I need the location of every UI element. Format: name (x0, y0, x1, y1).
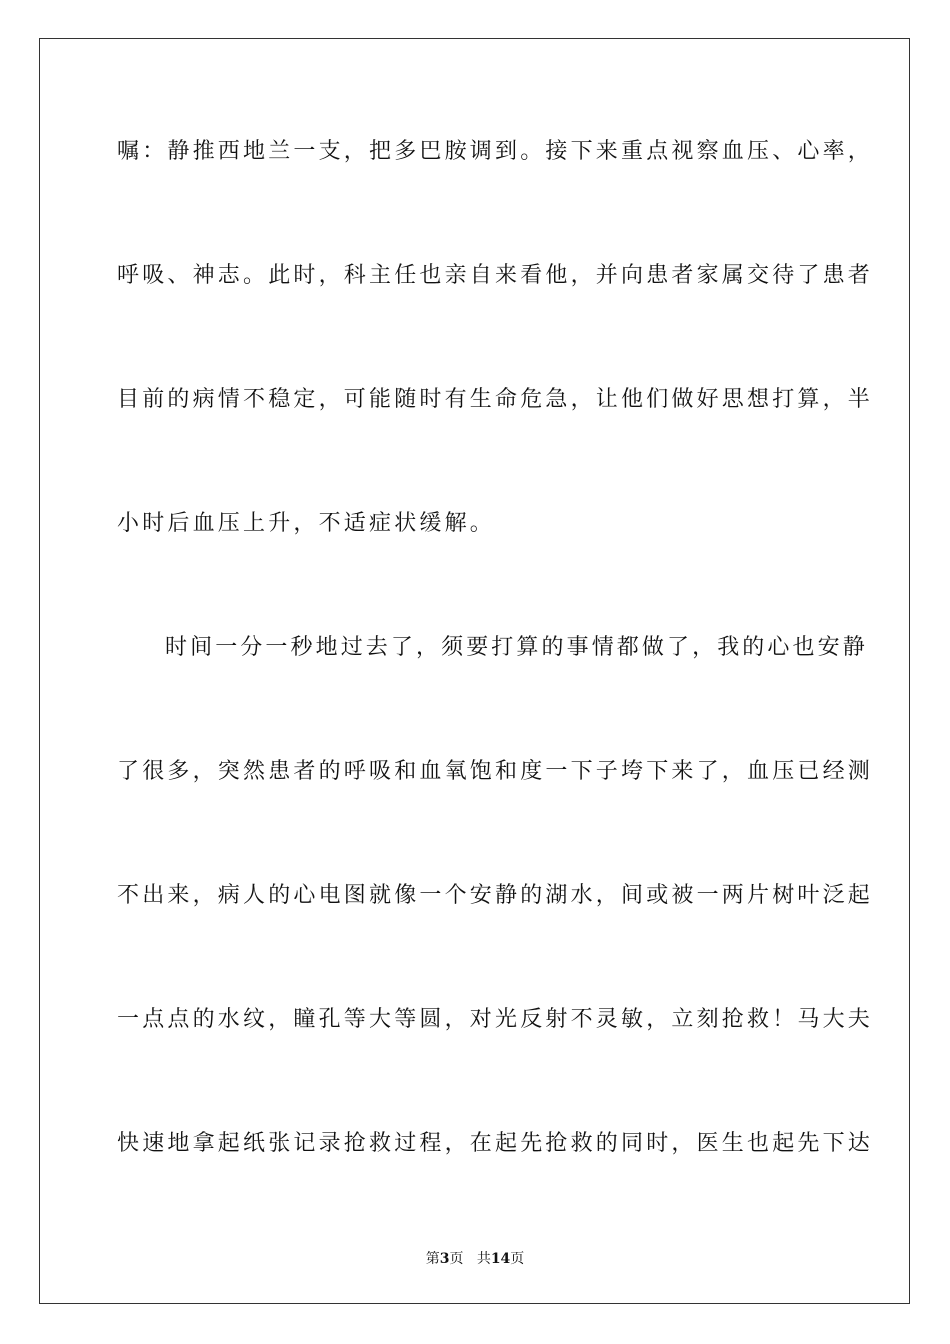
text-line: 嘱：静推西地兰一支，把多巴胺调到。接下来重点视察血压、心率， (117, 139, 874, 164)
page-suffix: 页 (449, 1251, 464, 1267)
text-line: 了很多，突然患者的呼吸和血氧饱和度一下子垮下来了，血压已经测 (117, 759, 874, 784)
text-line: 不出来，病人的心电图就像一个安静的湖水，间或被一两片树叶泛起 (117, 883, 874, 908)
page-border (39, 38, 910, 1304)
total-suffix: 页 (510, 1251, 525, 1267)
page-footer (0, 1248, 950, 1268)
text-line: 目前的病情不稳定，可能随时有生命危急，让他们做好思想打算，半 (117, 387, 874, 412)
text-line: 呼吸、神志。此时，科主任也亲自来看他，并向患者家属交待了患者 (117, 263, 874, 288)
page-number: 3 (439, 1251, 450, 1267)
text-line: 小时后血压上升，不适症状缓解。 (117, 511, 496, 536)
total-prefix: 共 (476, 1251, 491, 1267)
page-prefix: 第 (425, 1251, 440, 1267)
paragraph-first-line: 时间一分一秒地过去了，须要打算的事情都做了，我的心也安静 (165, 635, 868, 660)
total-pages: 14 (490, 1251, 511, 1267)
text-line: 快速地拿起纸张记录抢救过程，在起先抢救的同时，医生也起先下达 (117, 1131, 874, 1156)
text-line: 一点点的水纹，瞳孔等大等圆，对光反射不灵敏，立刻抢救！马大夫 (117, 1007, 874, 1032)
